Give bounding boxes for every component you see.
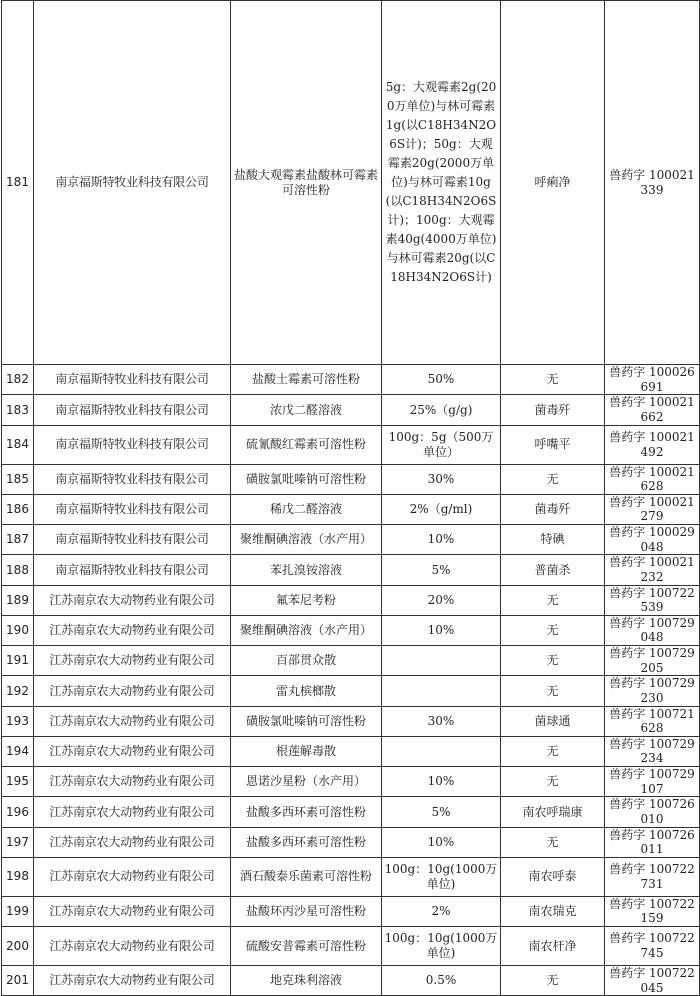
row-number: 193 [2,706,34,736]
specification: 100g：10g(1000万单位) [382,927,501,966]
table-row [2,927,700,966]
trade-name: 南农瑞克 [501,896,605,926]
trade-name: 菌毒歼 [501,494,605,524]
product-name: 盐酸多西环素可溶性粉 [231,827,382,857]
product-name: 磺胺氯吡嗪钠可溶性粉 [231,464,382,494]
trade-name: 无 [501,464,605,494]
product-name: 盐酸多西环素可溶性粉 [231,797,382,827]
product-name: 恩诺沙星粉（水产用） [231,767,382,797]
row-number: 197 [2,827,34,857]
trade-name: 无 [501,646,605,676]
trade-name: 无 [501,736,605,766]
company-name: 江苏南京农大动物药业有限公司 [34,857,231,896]
veterinary-drug-table [1,0,700,996]
table-row [2,395,700,425]
table-row [2,494,700,524]
approval-number: 兽药字 100021279 [605,494,700,524]
table-row [2,615,700,645]
table-row [2,736,700,766]
specification: 10% [382,615,501,645]
trade-name: 菌毒歼 [501,395,605,425]
product-name: 雷丸槟榔散 [231,676,382,706]
approval-number: 兽药字 100722731 [605,857,700,896]
specification: 10% [382,827,501,857]
product-name: 苯扎溴铵溶液 [231,555,382,585]
product-name: 盐酸环丙沙星可溶性粉 [231,896,382,926]
trade-name: 呼痢净 [501,1,605,365]
product-name: 盐酸大观霉素盐酸林可霉素可溶性粉 [231,1,382,365]
company-name: 南京福斯特牧业科技有限公司 [34,425,231,464]
table-row [2,1,700,365]
row-number: 196 [2,797,34,827]
table-row [2,555,700,585]
row-number: 201 [2,966,34,996]
product-name: 聚维酮碘溶液（水产用） [231,525,382,555]
specification: 25%（g/g) [382,395,501,425]
approval-number: 兽药字 100021492 [605,425,700,464]
specification [382,676,501,706]
specification: 100g：10g(1000万单位) [382,857,501,896]
trade-name: 无 [501,767,605,797]
product-name: 酒石酸泰乐菌素可溶性粉 [231,857,382,896]
row-number: 188 [2,555,34,585]
approval-number: 兽药字 100729230 [605,676,700,706]
specification: 10% [382,767,501,797]
product-name: 地克珠利溶液 [231,966,382,996]
table-row [2,365,700,395]
row-number: 191 [2,646,34,676]
approval-number: 兽药字 100722159 [605,896,700,926]
approval-number: 兽药字 100021339 [605,1,700,365]
product-name: 氟苯尼考粉 [231,585,382,615]
table-row [2,425,700,464]
row-number: 190 [2,615,34,645]
row-number: 198 [2,857,34,896]
row-number: 195 [2,767,34,797]
company-name: 南京福斯特牧业科技有限公司 [34,395,231,425]
row-number: 192 [2,676,34,706]
table-row [2,827,700,857]
approval-number: 兽药字 100726010 [605,797,700,827]
table-row [2,767,700,797]
trade-name: 南农呼泰 [501,857,605,896]
specification: 0.5% [382,966,501,996]
approval-number: 兽药字 100726011 [605,827,700,857]
product-name: 聚维酮碘溶液（水产用） [231,615,382,645]
approval-number: 兽药字 100721628 [605,706,700,736]
approval-number: 兽药字 100722745 [605,927,700,966]
specification: 20% [382,585,501,615]
approval-number: 兽药字 100029048 [605,525,700,555]
trade-name: 无 [501,585,605,615]
specification: 30% [382,706,501,736]
row-number: 189 [2,585,34,615]
approval-number: 兽药字 100026691 [605,365,700,395]
approval-number: 兽药字 100729234 [605,736,700,766]
specification: 2% [382,896,501,926]
table-row [2,525,700,555]
row-number: 182 [2,365,34,395]
row-number: 184 [2,425,34,464]
table-row [2,896,700,926]
table-row [2,797,700,827]
company-name: 江苏南京农大动物药业有限公司 [34,827,231,857]
approval-number: 兽药字 100722045 [605,966,700,996]
table-row [2,966,700,996]
row-number: 200 [2,927,34,966]
product-name: 硫酸安普霉素可溶性粉 [231,927,382,966]
table-row [2,857,700,896]
row-number: 185 [2,464,34,494]
approval-number: 兽药字 100021232 [605,555,700,585]
approval-number: 兽药字 100729107 [605,767,700,797]
company-name: 南京福斯特牧业科技有限公司 [34,1,231,365]
specification: 5% [382,797,501,827]
approval-number: 兽药字 100729205 [605,646,700,676]
company-name: 江苏南京农大动物药业有限公司 [34,646,231,676]
row-number: 194 [2,736,34,766]
product-name: 根莲解毒散 [231,736,382,766]
table-row [2,646,700,676]
trade-name: 南农杆净 [501,927,605,966]
specification: 50% [382,365,501,395]
company-name: 南京福斯特牧业科技有限公司 [34,365,231,395]
trade-name: 南农呼瑞康 [501,797,605,827]
row-number: 199 [2,896,34,926]
company-name: 江苏南京农大动物药业有限公司 [34,615,231,645]
specification: 5g：大观霉素2g(200万单位)与林可霉素1g(以C18H34N2O6S计)；50g：大观霉素20g(2000万单位)与林可霉素10g(以C18H34N2O6S计)；100g：大观霉素40g(4000万单位)与林可霉素20g(以C18H34N2O6S计) [382,1,501,365]
trade-name: 无 [501,827,605,857]
approval-number: 兽药字 100021662 [605,395,700,425]
company-name: 南京福斯特牧业科技有限公司 [34,555,231,585]
trade-name: 菌球通 [501,706,605,736]
product-name: 浓戊二醛溶液 [231,395,382,425]
company-name: 江苏南京农大动物药业有限公司 [34,927,231,966]
trade-name: 特碘 [501,525,605,555]
company-name: 江苏南京农大动物药业有限公司 [34,706,231,736]
product-name: 硫氰酸红霉素可溶性粉 [231,425,382,464]
table-row [2,464,700,494]
company-name: 江苏南京农大动物药业有限公司 [34,767,231,797]
trade-name: 普菌杀 [501,555,605,585]
trade-name: 无 [501,615,605,645]
product-name: 磺胺氯吡嗪钠可溶性粉 [231,706,382,736]
specification [382,736,501,766]
specification: 100g：5g（500万单位） [382,425,501,464]
row-number: 186 [2,494,34,524]
row-number: 187 [2,525,34,555]
table-row [2,585,700,615]
row-number: 181 [2,1,34,365]
trade-name: 呼嘴平 [501,425,605,464]
specification: 10% [382,525,501,555]
specification: 30% [382,464,501,494]
specification: 2%（g/ml) [382,494,501,524]
product-name: 盐酸土霉素可溶性粉 [231,365,382,395]
company-name: 南京福斯特牧业科技有限公司 [34,464,231,494]
approval-number: 兽药字 100729048 [605,615,700,645]
company-name: 江苏南京农大动物药业有限公司 [34,896,231,926]
product-name: 稀戊二醛溶液 [231,494,382,524]
table-row [2,676,700,706]
company-name: 江苏南京农大动物药业有限公司 [34,736,231,766]
product-name: 百部贯众散 [231,646,382,676]
company-name: 江苏南京农大动物药业有限公司 [34,966,231,996]
table-row [2,706,700,736]
trade-name: 无 [501,676,605,706]
trade-name: 无 [501,365,605,395]
company-name: 江苏南京农大动物药业有限公司 [34,797,231,827]
company-name: 江苏南京农大动物药业有限公司 [34,585,231,615]
approval-number: 兽药字 100021628 [605,464,700,494]
company-name: 南京福斯特牧业科技有限公司 [34,525,231,555]
specification: 5% [382,555,501,585]
trade-name: 无 [501,966,605,996]
row-number: 183 [2,395,34,425]
company-name: 江苏南京农大动物药业有限公司 [34,676,231,706]
specification [382,646,501,676]
approval-number: 兽药字 100722539 [605,585,700,615]
company-name: 南京福斯特牧业科技有限公司 [34,494,231,524]
